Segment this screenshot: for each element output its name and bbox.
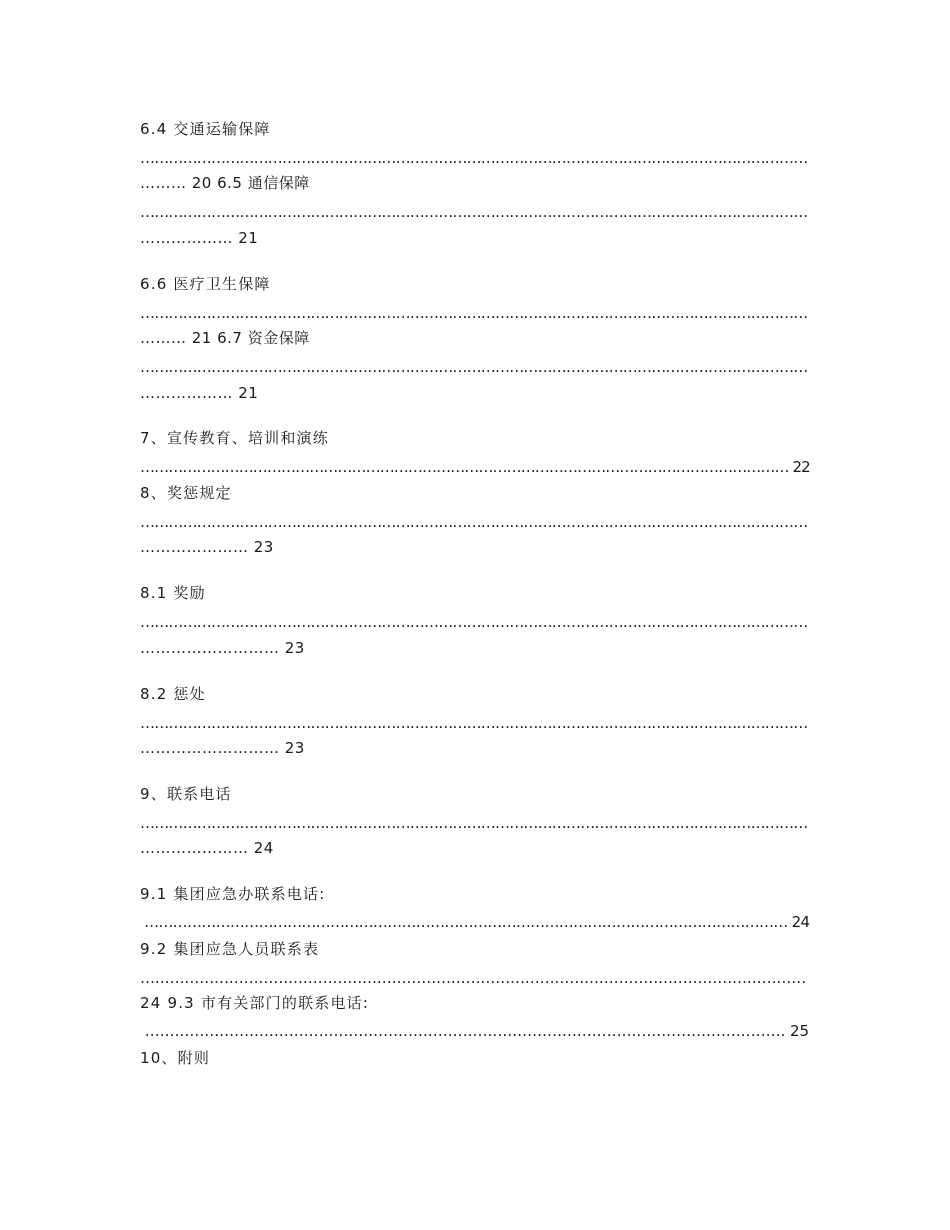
- toc-leader: ……………………………………………………………………………………………………………………………: [140, 358, 808, 376]
- toc-heading-6-4: 6.4 交通运输保障: [140, 120, 271, 138]
- toc-leader: ………………………………………………………………………………………………………………………: [140, 969, 807, 987]
- toc-heading-8: 8、奖惩规定: [140, 484, 232, 502]
- toc-heading-10: 10、附则: [140, 1049, 211, 1067]
- toc-heading-8-2: 8.2 惩处: [140, 685, 206, 703]
- toc-leader: ……………………………………………………………………………………………………………………………: [140, 613, 808, 631]
- toc-leader: ……………………………………………………………………………………………………………………………: [140, 814, 808, 832]
- toc-heading-9: 9、联系电话: [140, 785, 232, 803]
- toc-entry-6-5: ……… 20 6.5 通信保障: [140, 174, 310, 192]
- toc-leader: ……………………………………………………………………………………………………………………………: [140, 513, 808, 531]
- toc-entry-9-3: 24 9.3 市有关部门的联系电话:: [140, 994, 370, 1012]
- toc-leader: ……………………………………………………………………………………………………………………………: [140, 203, 808, 221]
- toc-page-number: ………………… 23: [140, 538, 274, 556]
- toc-heading-8-1: 8.1 奖励: [140, 584, 206, 602]
- toc-leader: ………………………………………………………………………………………………………………… 25: [140, 1022, 809, 1040]
- toc-entry-6-7: ……… 21 6.7 资金保障: [140, 329, 310, 347]
- toc-leader: ……………………………………………………………………………………………………………………… 24: [140, 913, 810, 931]
- toc-heading-9-2: 9.2 集团应急人员联系表: [140, 940, 320, 958]
- toc-heading-6-6: 6.6 医疗卫生保障: [140, 275, 271, 293]
- toc-heading-9-1: 9.1 集团应急办联系电话:: [140, 885, 326, 903]
- toc-heading-7: 7、宣传教育、培训和演练: [140, 429, 329, 447]
- toc-page-number: ……………… 21: [140, 229, 259, 247]
- toc-page-number: ………………… 24: [140, 839, 274, 857]
- toc-leader: ……………………………………………………………………………………………………………………………: [140, 714, 808, 732]
- toc-leader: ……………………………………………………………………………………………………………………………: [140, 304, 808, 322]
- toc-leader: ……………………………………………………………………………………………………………………………: [140, 149, 808, 167]
- toc-page-number: ……………… 21: [140, 384, 259, 402]
- toc-leader: ………………………………………………………………………………………………………………………… 22: [140, 458, 810, 476]
- toc-page-number: ……………………… 23: [140, 639, 305, 657]
- toc-page-number: ……………………… 23: [140, 739, 305, 757]
